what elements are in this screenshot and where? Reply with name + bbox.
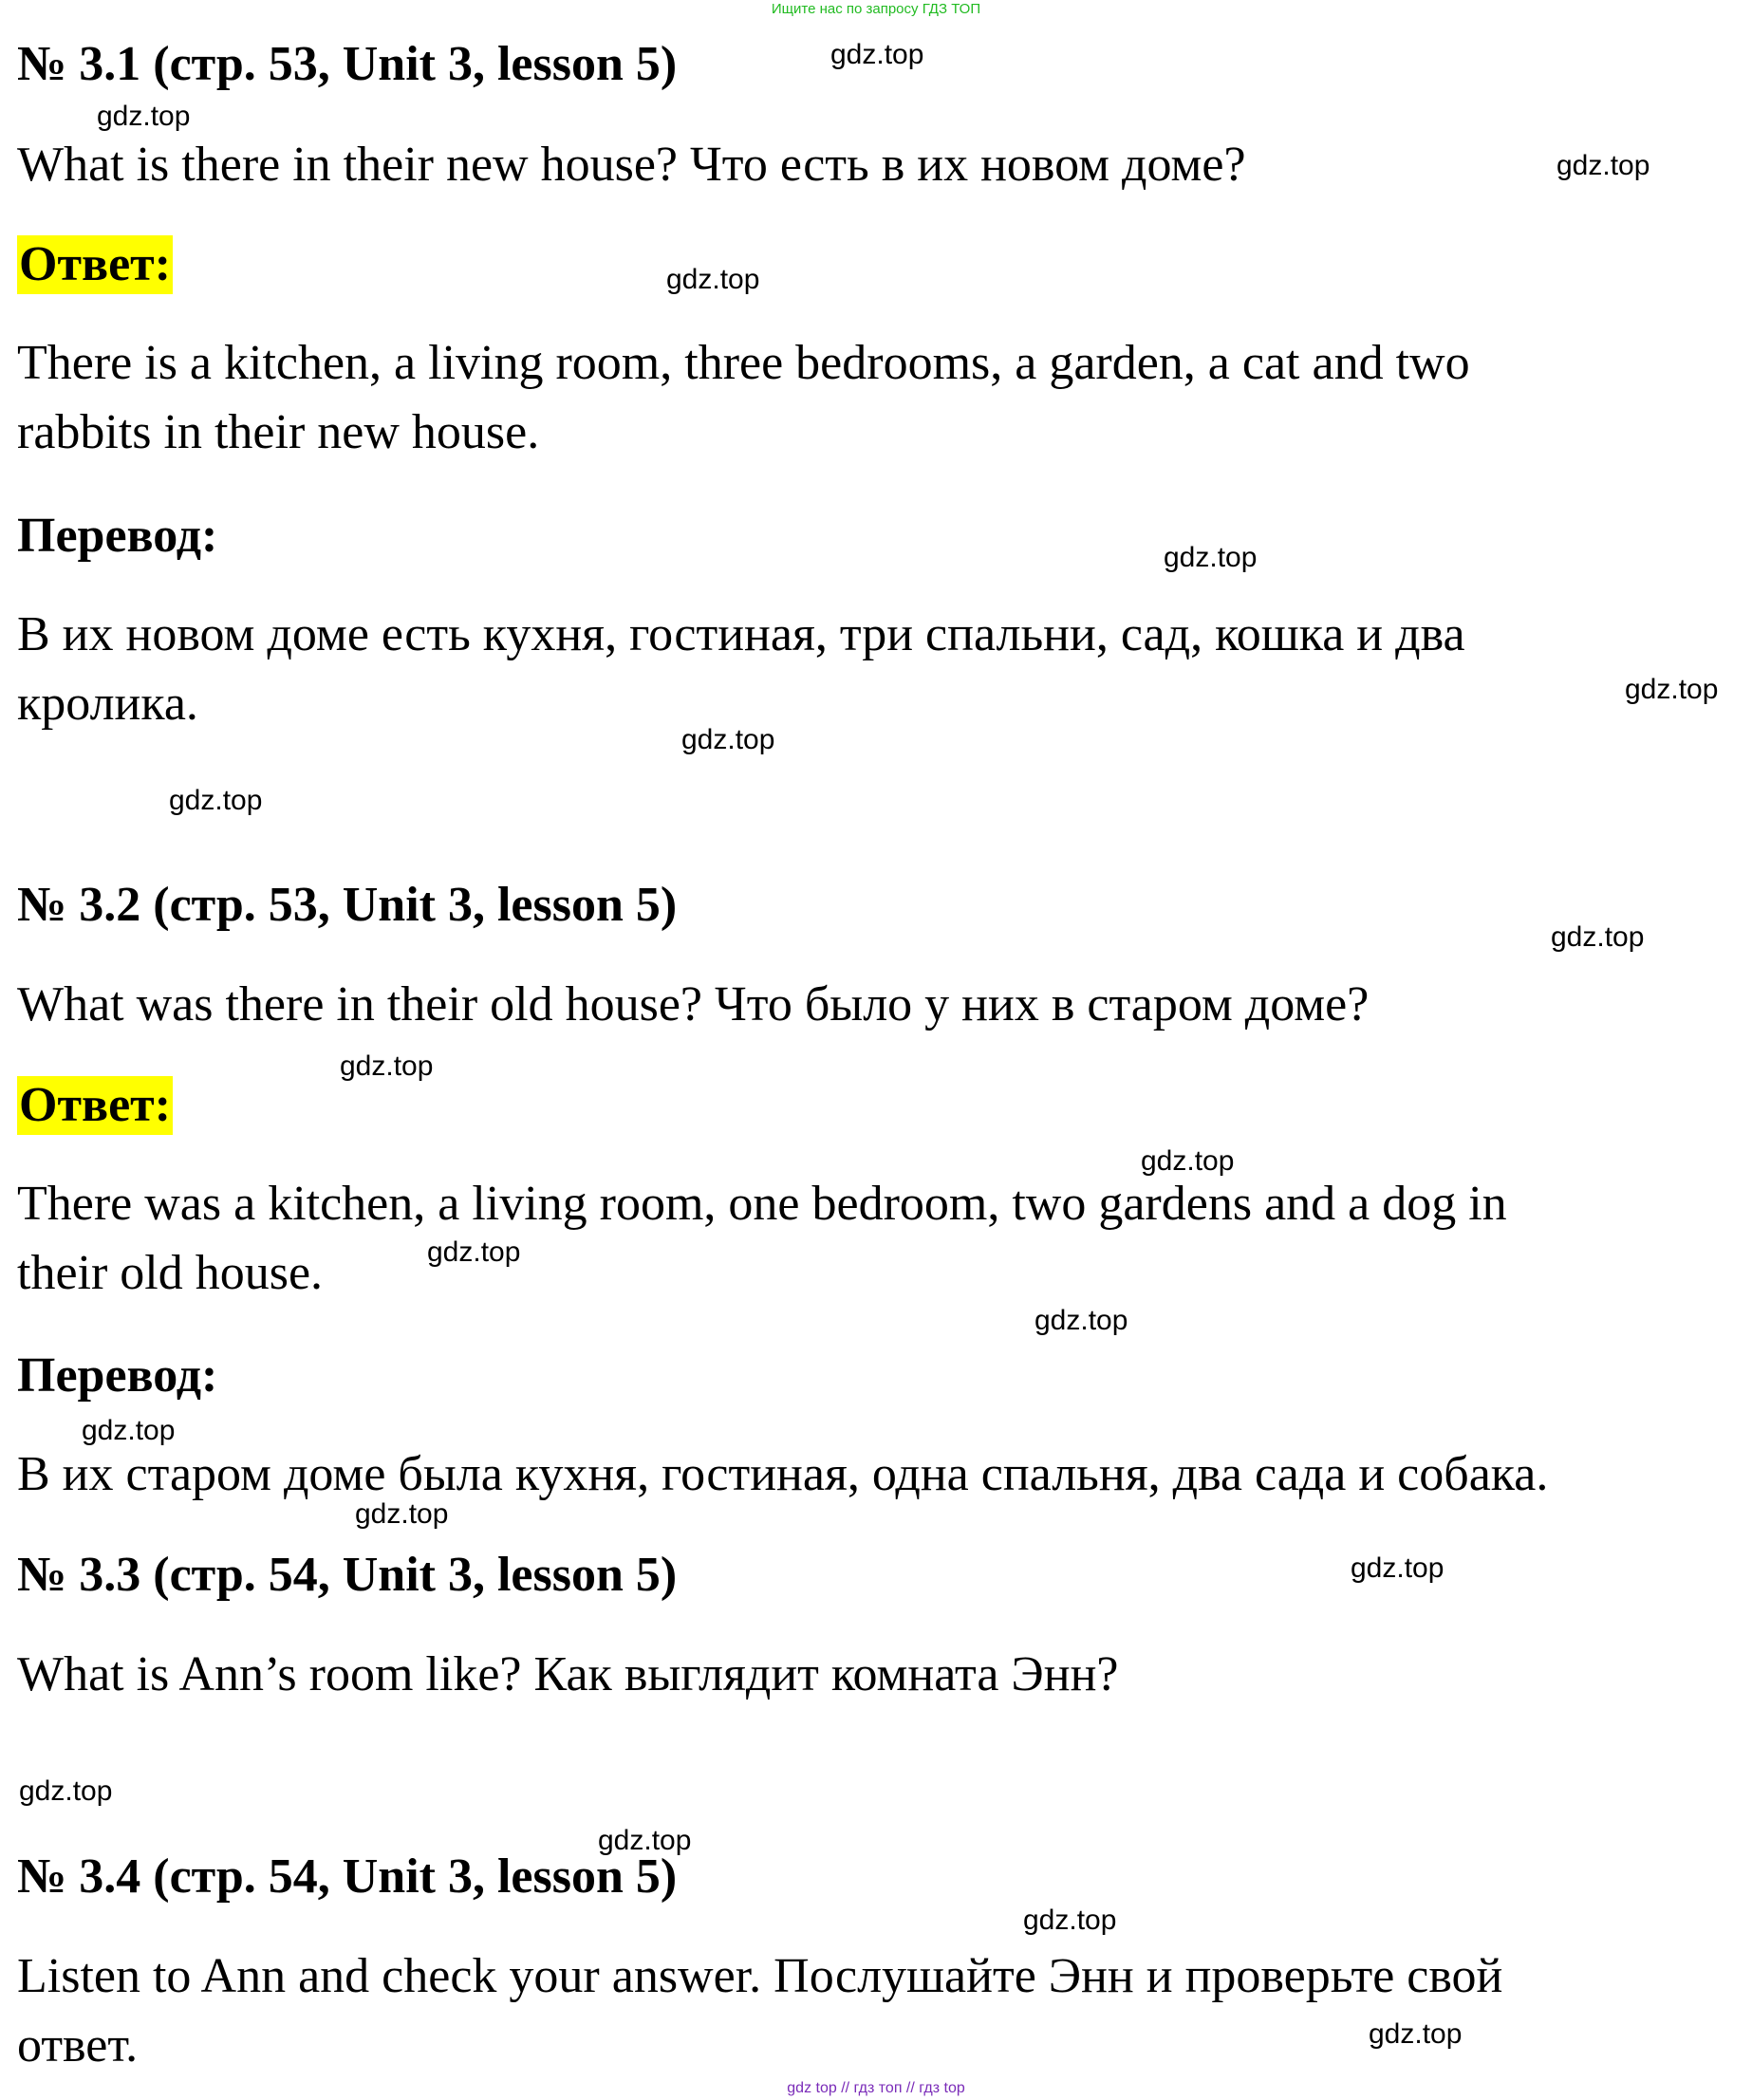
watermark: gdz.top: [427, 1236, 521, 1268]
section-3-1-translation-label: Перевод:: [17, 509, 218, 563]
section-3-3-heading: № 3.3 (стр. 54, Unit 3, lesson 5): [17, 1548, 678, 1602]
watermark: gdz.top: [355, 1498, 449, 1530]
watermark: gdz.top: [169, 785, 263, 816]
watermark: gdz.top: [1625, 674, 1719, 705]
watermark: gdz.top: [1556, 150, 1650, 181]
section-3-4-question-line-1: Listen to Ann and check your answer. Послушайте Энн и проверьте свой: [17, 1949, 1503, 2003]
section-3-1-translation-line-1: В их новом доме есть кухня, гостиная, три спальни, сад, кошка и два: [17, 607, 1465, 661]
watermark: gdz.top: [1141, 1145, 1235, 1177]
section-3-3-question: What is Ann’s room like? Как выглядит комната Энн?: [17, 1647, 1119, 1701]
section-3-1-answer-label: Ответ:: [17, 235, 173, 294]
section-3-2-heading: № 3.2 (стр. 53, Unit 3, lesson 5): [17, 878, 678, 932]
top-banner: Ищите нас по запросу ГДЗ ТОП: [771, 1, 981, 17]
section-3-4-heading: № 3.4 (стр. 54, Unit 3, lesson 5): [17, 1849, 678, 1904]
watermark: gdz.top: [1351, 1552, 1444, 1584]
watermark: gdz.top: [1164, 542, 1258, 573]
watermark: gdz.top: [1369, 2018, 1463, 2050]
watermark: gdz.top: [1023, 1905, 1117, 1936]
watermark: gdz.top: [97, 101, 191, 132]
watermark: gdz.top: [830, 39, 924, 70]
watermark: gdz.top: [19, 1775, 113, 1807]
section-3-2-translation-line-1: В их старом доме была кухня, гостиная, одна спальня, два сада и собака.: [17, 1447, 1549, 1501]
section-3-4-question-line-2: ответ.: [17, 2018, 139, 2072]
section-3-2-answer-label: Ответ:: [17, 1076, 173, 1135]
watermark: gdz.top: [1034, 1305, 1128, 1336]
watermark: gdz.top: [666, 264, 760, 295]
section-3-1-answer-line-1: There is a kitchen, a living room, three bedrooms, a garden, a cat and two: [17, 336, 1470, 390]
section-3-1-heading: № 3.1 (стр. 53, Unit 3, lesson 5): [17, 37, 678, 91]
section-3-2-question: What was there in their old house? Что было у них в старом доме?: [17, 977, 1370, 1031]
section-3-2-answer-line-2: their old house.: [17, 1246, 324, 1300]
watermark: gdz.top: [1551, 921, 1645, 953]
section-3-1-answer-line-2: rabbits in their new house.: [17, 405, 540, 459]
watermark: gdz.top: [598, 1825, 692, 1856]
section-3-1-translation-line-2: кролика.: [17, 677, 198, 731]
bottom-banner: gdz top // гдз топ // гдз top: [787, 2080, 965, 2096]
section-3-1-question: What is there in their new house? Что есть в их новом доме?: [17, 138, 1246, 192]
section-3-2-answer-line-1: There was a kitchen, a living room, one bedroom, two gardens and a dog in: [17, 1177, 1507, 1231]
section-3-2-translation-label: Перевод:: [17, 1348, 218, 1403]
watermark: gdz.top: [681, 724, 775, 755]
watermark: gdz.top: [82, 1415, 176, 1446]
watermark: gdz.top: [340, 1050, 434, 1082]
